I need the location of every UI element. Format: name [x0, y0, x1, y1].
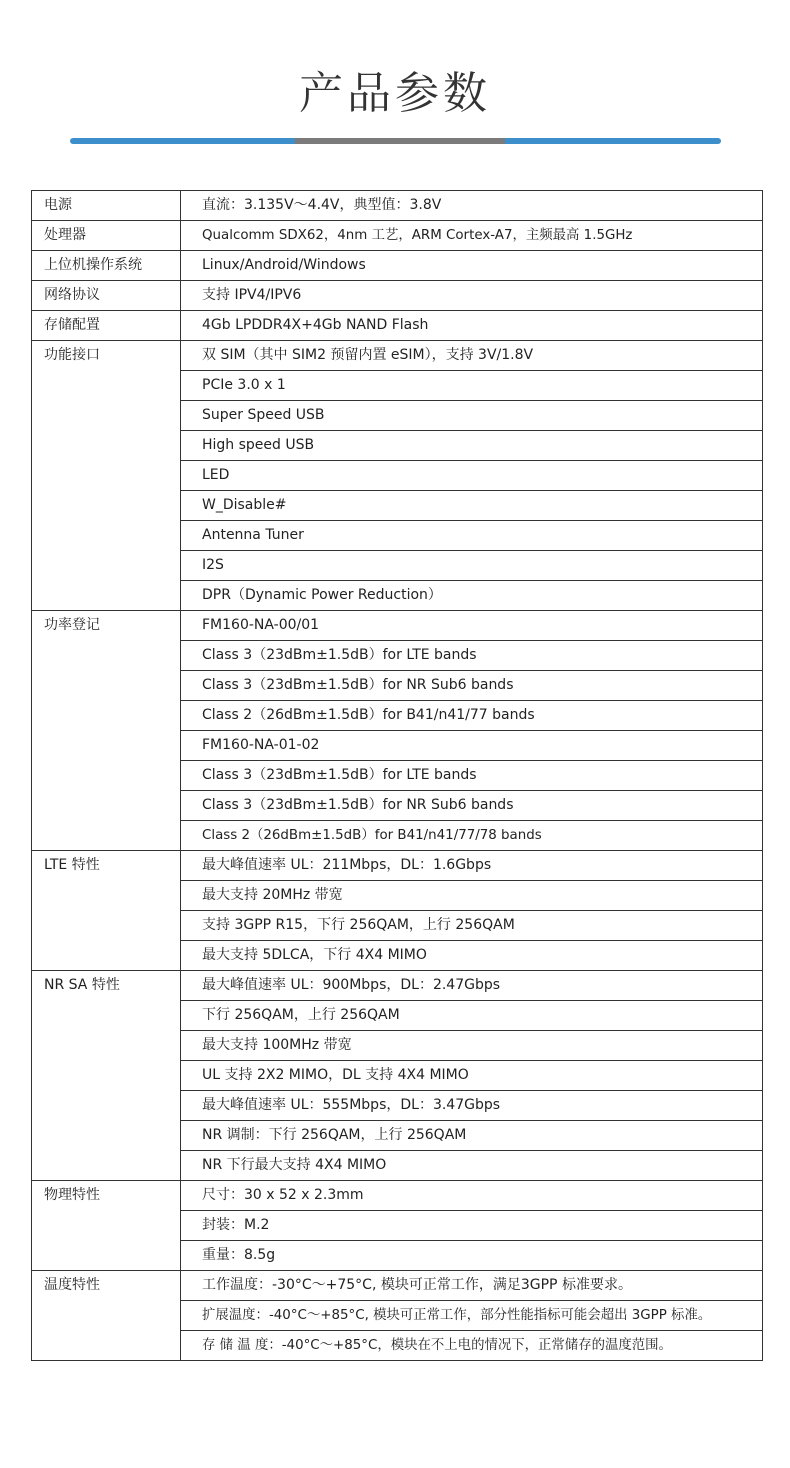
spec-value-cell: 最大支持 20MHz 带宽	[181, 881, 763, 911]
spec-table	[31, 190, 763, 1361]
spec-value-cell: 扩展温度：-40°C～+85°C, 模块可正常工作，部分性能指标可能会超出 3GPP 标准。	[181, 1301, 763, 1331]
spec-value-cell: 重量：8.5g	[181, 1241, 763, 1271]
spec-value-cell: Class 3（23dBm±1.5dB）for NR Sub6 bands	[181, 791, 763, 821]
table-row	[32, 851, 763, 881]
title-underline-left	[70, 138, 295, 144]
spec-value-cell: 下行 256QAM，上行 256QAM	[181, 1001, 763, 1031]
spec-category-cell: 物理特性	[32, 1181, 181, 1271]
spec-category-cell: 电源	[32, 191, 181, 221]
title-underline-middle	[295, 138, 505, 144]
spec-value-cell: Class 3（23dBm±1.5dB）for LTE bands	[181, 761, 763, 791]
spec-value-cell: 直流：3.135V～4.4V，典型值：3.8V	[181, 191, 763, 221]
spec-value-cell: 工作温度：-30°C～+75°C, 模块可正常工作，满足3GPP 标准要求。	[181, 1271, 763, 1301]
spec-value-cell: 最大支持 100MHz 带宽	[181, 1031, 763, 1061]
spec-value-cell: 存 储 温 度：-40°C～+85°C，模块在不上电的情况下，正常储存的温度范围。	[181, 1331, 763, 1361]
spec-value-cell: Super Speed USB	[181, 401, 763, 431]
spec-category-cell: 上位机操作系统	[32, 251, 181, 281]
spec-value-cell: FM160-NA-00/01	[181, 611, 763, 641]
spec-value-cell: Qualcomm SDX62，4nm 工艺，ARM Cortex-A7，主频最高 1.5GHz	[181, 221, 763, 251]
title-underline-right	[505, 138, 721, 144]
spec-value-cell: 4Gb LPDDR4X+4Gb NAND Flash	[181, 311, 763, 341]
table-row	[32, 281, 763, 311]
spec-value-cell: 最大峰值速率 UL：211Mbps，DL：1.6Gbps	[181, 851, 763, 881]
spec-category-cell: NR SA 特性	[32, 971, 181, 1181]
page-title: 产品参数	[299, 68, 491, 119]
spec-value-cell: Antenna Tuner	[181, 521, 763, 551]
spec-value-cell: 支持 3GPP R15，下行 256QAM，上行 256QAM	[181, 911, 763, 941]
spec-value-cell: High speed USB	[181, 431, 763, 461]
spec-category-cell: 处理器	[32, 221, 181, 251]
table-row	[32, 191, 763, 221]
spec-value-cell: 封装：M.2	[181, 1211, 763, 1241]
spec-value-cell: Class 3（23dBm±1.5dB）for NR Sub6 bands	[181, 671, 763, 701]
table-row	[32, 971, 763, 1001]
spec-value-cell: 最大峰值速率 UL：555Mbps，DL：3.47Gbps	[181, 1091, 763, 1121]
spec-value-cell: 最大支持 5DLCA，下行 4X4 MIMO	[181, 941, 763, 971]
spec-category-cell: 温度特性	[32, 1271, 181, 1361]
spec-value-cell: NR 下行最大支持 4X4 MIMO	[181, 1151, 763, 1181]
spec-value-cell: Linux/Android/Windows	[181, 251, 763, 281]
spec-value-cell: 尺寸：30 x 52 x 2.3mm	[181, 1181, 763, 1211]
spec-value-cell: Class 3（23dBm±1.5dB）for LTE bands	[181, 641, 763, 671]
table-row	[32, 311, 763, 341]
spec-value-cell: PCIe 3.0 x 1	[181, 371, 763, 401]
spec-table-body	[32, 191, 763, 1361]
spec-value-cell: Class 2（26dBm±1.5dB）for B41/n41/77 bands	[181, 701, 763, 731]
spec-value-cell: 支持 IPV4/IPV6	[181, 281, 763, 311]
spec-category-cell: 存储配置	[32, 311, 181, 341]
spec-value-cell: I2S	[181, 551, 763, 581]
table-row	[32, 1271, 763, 1301]
table-row	[32, 221, 763, 251]
table-row	[32, 251, 763, 281]
spec-value-cell: 双 SIM（其中 SIM2 预留内置 eSIM），支持 3V/1.8V	[181, 341, 763, 371]
spec-value-cell: FM160-NA-01-02	[181, 731, 763, 761]
spec-value-cell: W_Disable#	[181, 491, 763, 521]
spec-category-cell: LTE 特性	[32, 851, 181, 971]
spec-category-cell: 功能接口	[32, 341, 181, 611]
spec-value-cell: DPR（Dynamic Power Reduction）	[181, 581, 763, 611]
spec-category-cell: 功率登记	[32, 611, 181, 851]
table-row	[32, 611, 763, 641]
spec-value-cell: LED	[181, 461, 763, 491]
spec-value-cell: Class 2（26dBm±1.5dB）for B41/n41/77/78 bands	[181, 821, 763, 851]
spec-category-cell: 网络协议	[32, 281, 181, 311]
spec-value-cell: UL 支持 2X2 MIMO，DL 支持 4X4 MIMO	[181, 1061, 763, 1091]
spec-value-cell: 最大峰值速率 UL：900Mbps，DL：2.47Gbps	[181, 971, 763, 1001]
spec-value-cell: NR 调制：下行 256QAM，上行 256QAM	[181, 1121, 763, 1151]
table-row	[32, 341, 763, 371]
table-row	[32, 1181, 763, 1211]
